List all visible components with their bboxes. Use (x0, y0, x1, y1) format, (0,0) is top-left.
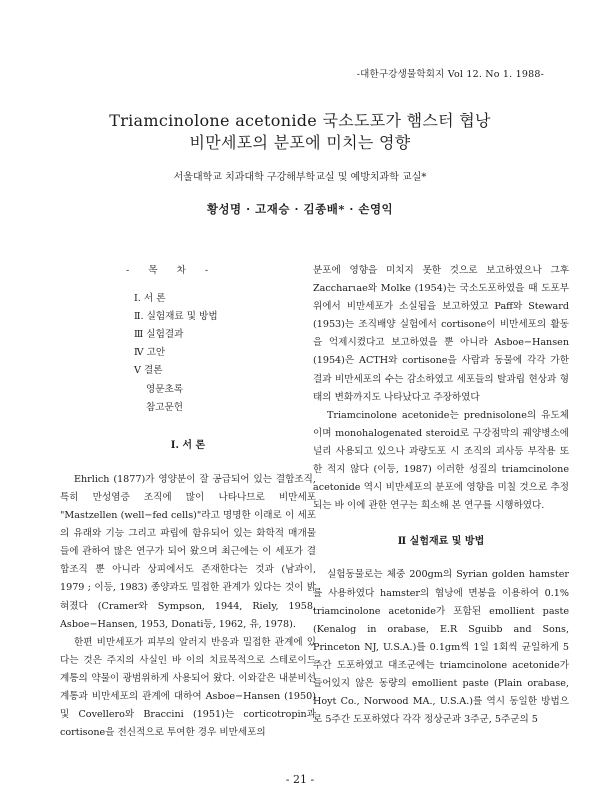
intro-paragraph-2: 한편 비만세포가 피부의 알러지 반응과 밀접한 관계에 있다는 것은 주지의 사실인 바 이의 치료목적으로 스테로이드 계통의 약물이 광범위하게 사용되어 왔다. 이와같은 내분비선계통과 비만세포의 관계에 대하여 Asboe−Hansen (1950) 및 Covellero와 Braccini (1951)는 corticotropin과 cortisone을 전신적으로 투여한 경우 비만세포의 (60, 636, 316, 739)
section-heading-materials-methods: Ⅱ 실험재료 및 방법 (397, 536, 485, 548)
intro-paragraph-3: Triamcinolone acetonide는 prednisolone의 유도체이며 monohalogenated steroid로 구강점막의 궤양병소에 널리 사용되고 있으나 과량도포 시 조직의 괴사등 부작용 또한 적지 않다 (이등, 1987) 이러한 성질의 triamcinolone acetonide 역시 비만세포의 분포에 영향을 미칠 것으로 추정되는 바 이에 관한 연구는 희소해 본 연구를 시행하였다. (313, 409, 569, 512)
toc-item-references: 참고문헌 (146, 401, 184, 413)
toc-item-discussion: Ⅳ 고안 (134, 347, 166, 359)
right-column (313, 262, 569, 729)
toc-item-results: Ⅲ 실험결과 (134, 329, 184, 341)
paper-title-line-2: 비만세포의 분포에 미치는 영향 (189, 133, 411, 152)
toc-title: - 목 차 - (126, 265, 217, 276)
toc-item-introduction: I. 서 론 (134, 293, 166, 305)
page-number: - 21 - (285, 773, 315, 786)
toc-item-english-abstract: 영문초록 (146, 383, 184, 395)
paper-title-line-1: Triamcinolone acetonide 국소도포가 햄스터 협낭 (109, 111, 491, 130)
toc-item-materials-methods: Ⅱ. 실험재료 및 방법 (134, 311, 218, 323)
left-column (60, 262, 316, 742)
author-affiliation: 서울대학교 치과대학 구강해부학교실 및 예방치과학 교실* (173, 172, 427, 183)
toc-item-conclusion: V 결론 (134, 365, 163, 377)
methods-paragraph-1: 실험동물로는 체중 200gm의 Syrian golden hamster를 사용하였다 hamster의 협낭에 면봉을 이용하여 0.1% triamcinolone acetonide가 포함된 emollient paste (Kenalog in orabase, E.R Sguibb and Sons, Princeton NJ, U.S.A.)를 0.1gm씩 1일 1회씩 균일하게 5주간 도포하였고 대조군에는 triamcinolone acetonide가 들어있지 않은 동량의 emollient paste (Plain orabase, Hoyt Co., Norwood MA., U.S.A.)를 역시 동일한 방법으로 5주간 도포하였다 각각 정상군과 3주군, 5주군의 5 (313, 569, 569, 726)
author-list: 황성명 · 고재승 · 김종배* · 손영익 (206, 202, 394, 216)
section-heading-introduction: I. 서 론 (170, 439, 206, 451)
intro-paragraph-continued: 분포에 영향을 미치지 못한 것으로 보고하였으나 그후 Zaccharιae와 Molke (1954)는 국소도포하였을 때 도포부위에서 비만세포가 소실됨을 보고하였고 Paff와 Steward (1953)는 조직배양 실험에서 cortisone이 비만세포의 활동을 억제시켰다고 보고하였을 뿐 아니라 Asboe−Hansen (1954)은 ACTH와 cortisone을 사람과 동물에 각각 가한 결과 비만세포의 수는 감소하였고 세포들의 탈과립 현상과 형태의 변화까지도 나타났다고 주장하였다 (313, 265, 569, 403)
journal-header: -대한구강생물학회지 Vol 12. No 1. 1988- (356, 69, 544, 80)
intro-paragraph-1: Ehrlich (1877)가 영양분이 잘 공급되어 있는 결합조직, 특히 만성염증 조직에 많이 나타나므로 비만세포 "Mastzellen (well−fed cells)"라고 명명한 이래로 이 세포의 유래와 기능 그리고 파립에 함유되어 있는 화학적 매개물들에 관하여 많은 연구가 되어 왔으며 최근에는 이 세포가 결합조직 뿐 아니라 상피에서도 존재한다는 것과 (남과이, 1979 ; 이등, 1983) 종양과도 밀접한 관계가 있다는 것이 밝혀졌다 (Cramer와 Sympson, 1944, Riely, 1958, Asboe−Hansen, 1953, Donati등, 1962, 유, 1978). (60, 473, 316, 630)
